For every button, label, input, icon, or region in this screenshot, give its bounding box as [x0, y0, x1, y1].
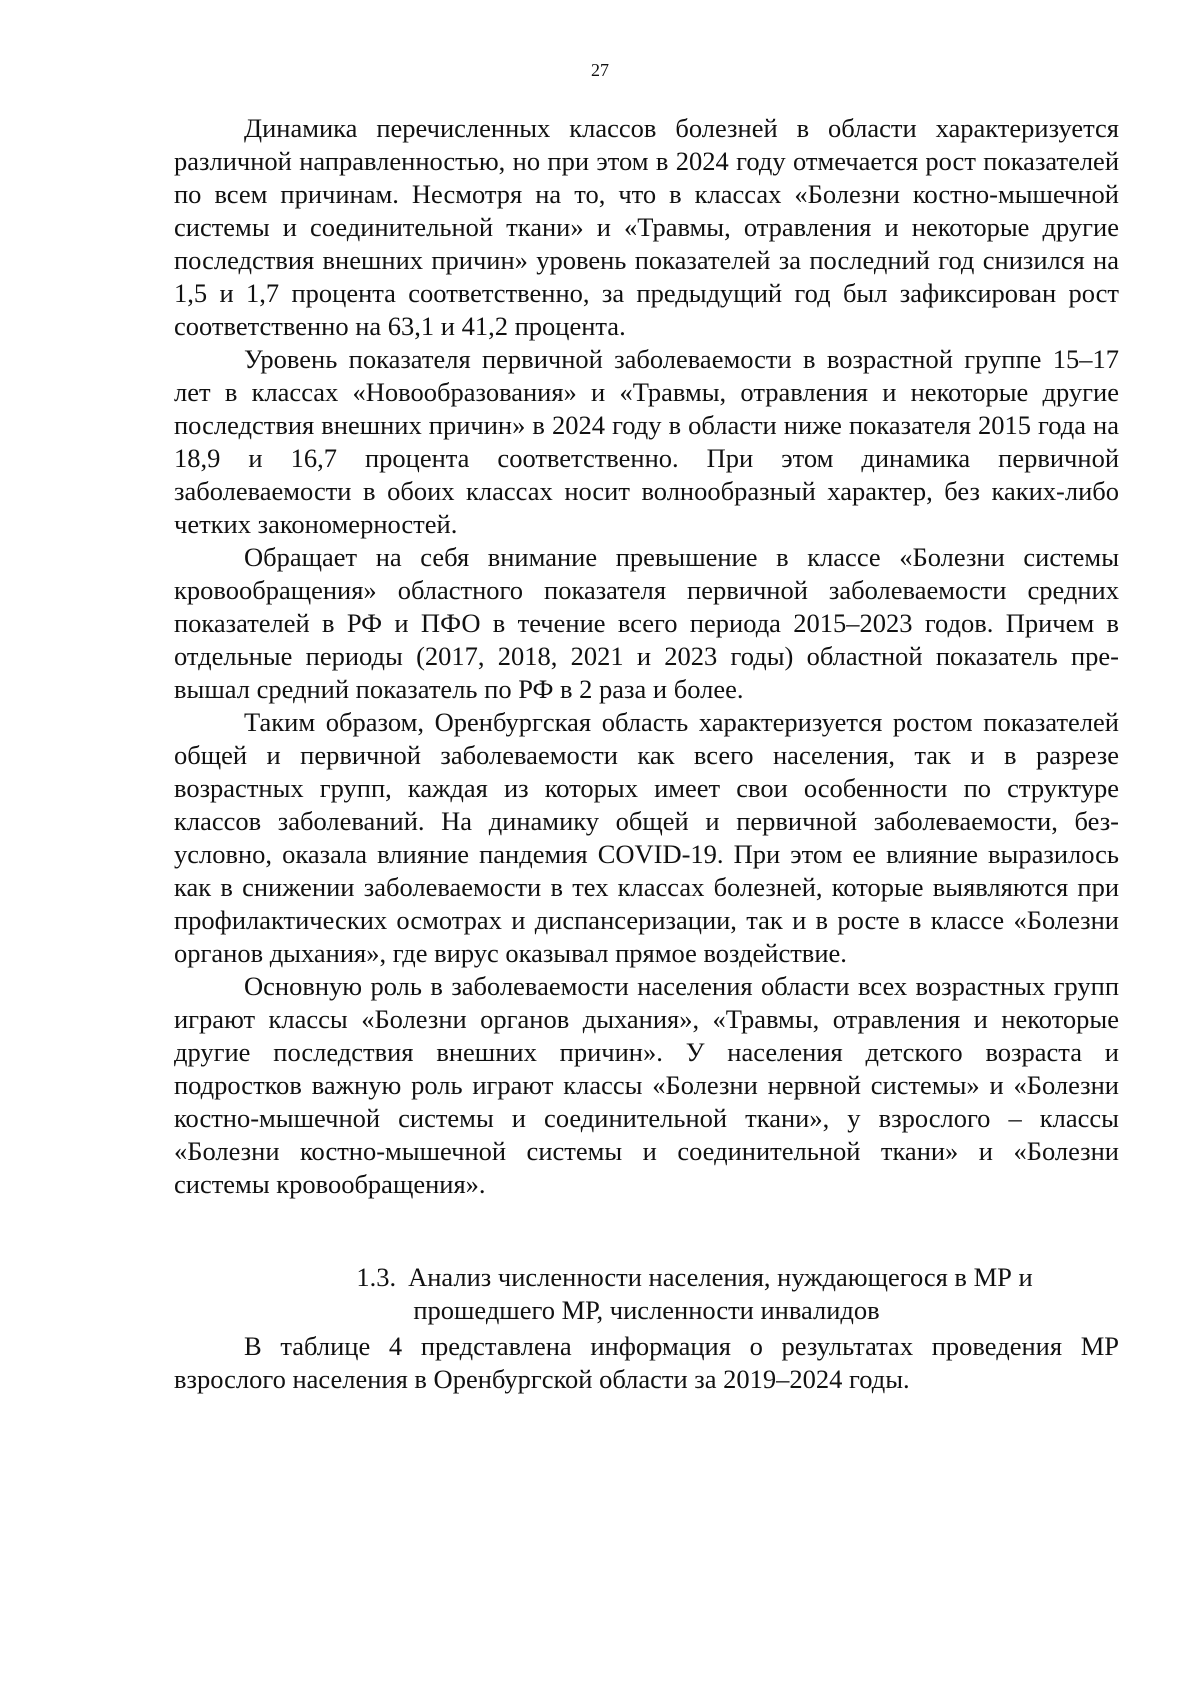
body-text — [174, 112, 1119, 1201]
paragraph-table-intro: В таблице 4 представлена информация о результатах проведения МР взрослого населения в Оренбургской области за 2019–2024 годы. — [174, 1331, 1119, 1394]
section-heading-line-1 — [174, 1261, 1119, 1294]
page-number: 27 — [591, 60, 609, 80]
paragraph-dynamics: Динамика перечисленных классов болезней в области характеризуется различной направленностью, но при этом в 2024 году отмечается рост показателей по всем причинам. Несмотря на то, что в классах «Болезни костно-мышечной системы и соединительной ткани» и «Травмы, отравления и некоторые другие последствия внешних причин» уровень показателей за последний год снизился на 1,5 и 1,7 процента соответственно, за предыдущий год был зафиксирован рост соответственно на 63,1 и 41,2 процента. — [174, 113, 1119, 341]
section-title-line-2: прошедшего МР, численности инвалидов — [413, 1295, 880, 1325]
section-heading — [174, 1261, 1119, 1327]
paragraph-circulatory: Обращает на себя внимание превышение в классе «Болезни системы кровообращения» областного показателя первичной заболеваемости средних показателей в РФ и ПФО в течение всего периода 2015–2023 годов. Причем в отдельные периоды (2017, 2018, 2021 и 2023 годы) областной показатель превышал средний показатель по РФ в 2 раза и более. — [174, 542, 1119, 704]
paragraph-main-role: Основную роль в заболеваемости населения области всех возрастных групп играют классы «Болезни органов дыхания», «Травмы, отравления и некоторые другие последствия внешних причин». У населения детского возраста и подростков важную роль играют классы «Болезни нервной системы» и «Болезни костно-мышечной системы и соединительной ткани», у взрослого – классы «Болезни костно-мышечной системы и соединительной ткани» и «Болезни системы кровообращения». — [174, 971, 1119, 1199]
paragraph-age-group: Уровень показателя первичной заболеваемости в возрастной группе 15–17 лет в классах «Новообразования» и «Травмы, отравления и некоторые другие последствия внешних причин» в 2024 году в области ниже показателя 2015 года на 18,9 и 16,7 процента соответственно. При этом динамика первичной заболеваемости в обоих классах носит волнообразный характер, без каких-либо четких закономерностей. — [174, 344, 1119, 539]
section-number: 1.3. — [356, 1262, 397, 1292]
section-title-line-1: Анализ численности населения, нуждающегося в МР и — [408, 1262, 1033, 1292]
paragraph-summary: Таким образом, Оренбургская область характеризуется ростом показателей общей и первичной заболеваемости как всего населения, так и в разрезе возрастных групп, каждая из которых имеет свои особенности по структуре классов заболеваний. На динамику общей и первичной заболеваемости, безусловно, оказала влияние пандемия COVID-19. При этом ее влияние выразилось как в снижении заболеваемости в тех классах болезней, которые выявляются при профилактических осмотрах и диспансеризации, так и в росте в классе «Болезни органов дыхания», где вирус оказывал прямое воздействие. — [174, 707, 1119, 968]
section-body — [174, 1330, 1119, 1396]
